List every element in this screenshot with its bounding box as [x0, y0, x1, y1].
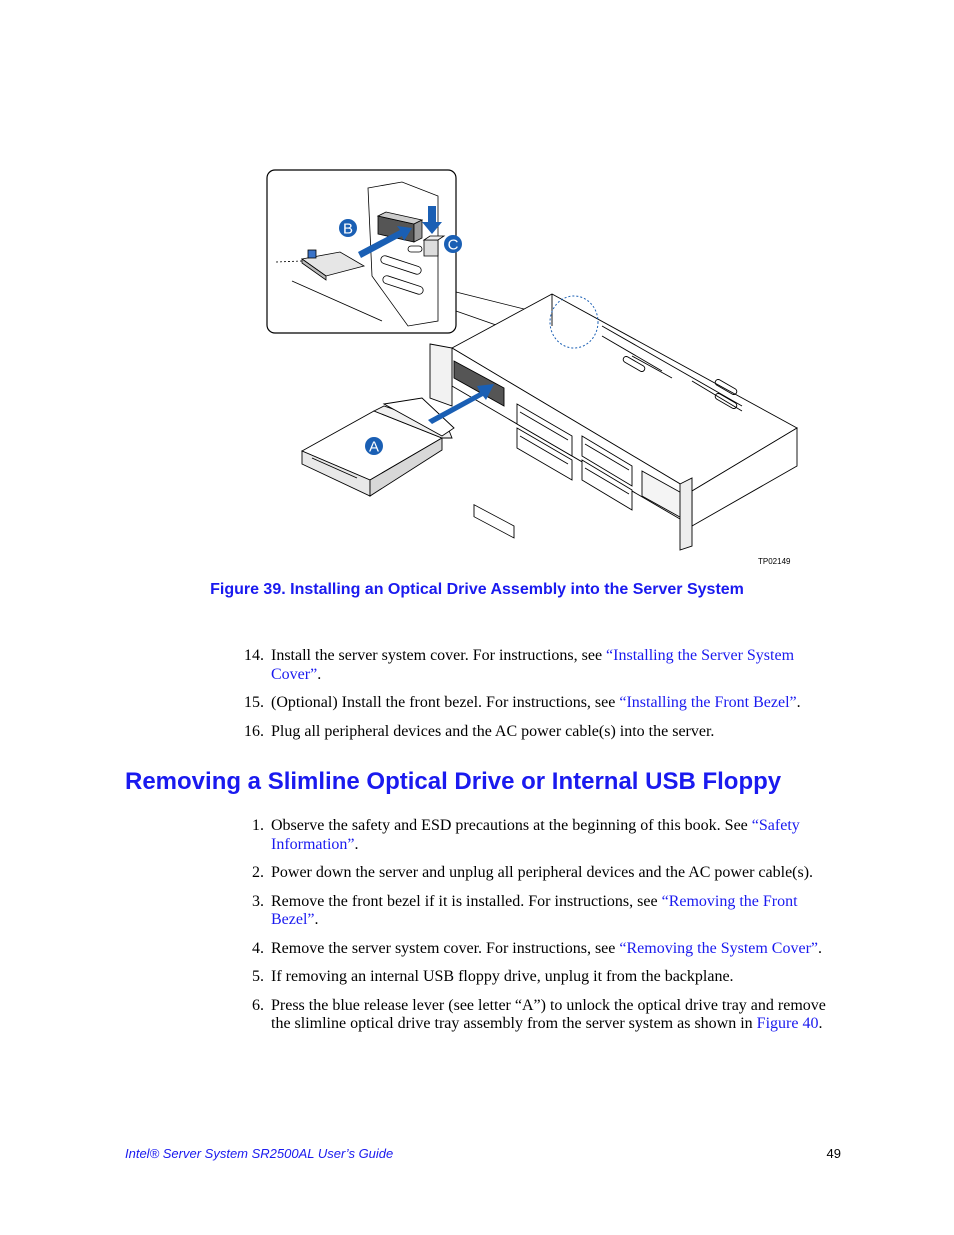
figure-caption: Figure 39. Installing an Optical Drive Assembly into the Server System: [210, 581, 744, 598]
step-number: 6.: [252, 996, 264, 1014]
list-item: [240, 647, 840, 684]
figure-40-link[interactable]: Figure 40: [756, 1015, 819, 1032]
step-number: 14.: [244, 647, 264, 664]
callout-b-label: B: [342, 220, 354, 238]
step-text: Install the server system cover. For instructions, see: [271, 647, 607, 664]
list-item: [240, 694, 840, 713]
step-text: Press the blue release lever (see letter “A”) to unlock the optical drive tray and remove the slimline optical drive tray assembly from the server system as shown in: [271, 996, 826, 1032]
figure-id-label: TP02149: [758, 557, 791, 566]
list-item: [240, 723, 840, 742]
list-item: [240, 968, 840, 987]
safety-information-link[interactable]: “Safety Information”: [271, 817, 800, 853]
step-number: 16.: [244, 722, 264, 740]
step-punct: .: [317, 665, 322, 683]
section-heading: Removing a Slimline Optical Drive or Internal USB Floppy: [125, 768, 782, 795]
step-text: Remove the front bezel if it is installed. For instructions, see: [271, 892, 662, 910]
server-chassis: [430, 294, 797, 550]
callout-a-label: A: [368, 438, 380, 456]
list-item: [240, 817, 840, 854]
step-punct: .: [314, 911, 319, 928]
removing-bezel-link[interactable]: “Removing the Front Bezel”: [271, 892, 798, 928]
step-punct: .: [818, 1015, 823, 1032]
step-punct: .: [796, 694, 801, 711]
step-number: 1.: [252, 817, 264, 834]
list-item: [240, 997, 840, 1034]
list-item: [240, 893, 840, 930]
step-punct: .: [818, 939, 823, 957]
step-number: 3.: [252, 892, 264, 910]
page-number: 49: [826, 1146, 841, 1161]
step-number: 2.: [252, 864, 264, 881]
step-text: Power down the server and unplug all peripheral devices and the AC power cable(s).: [271, 864, 814, 881]
footer-title: Intel® Server System SR2500AL User’s Guide: [125, 1146, 394, 1161]
installing-bezel-link[interactable]: “Installing the Front Bezel”: [619, 694, 797, 711]
optical-drive-installation-diagram: [262, 166, 802, 576]
step-text: Observe the safety and ESD precautions at the beginning of this book. See: [271, 817, 752, 834]
removing-cover-link[interactable]: “Removing the System Cover”: [619, 939, 819, 957]
step-number: 4.: [252, 939, 264, 957]
list-item: [240, 940, 840, 959]
step-text: Plug all peripheral devices and the AC power cable(s) into the server.: [271, 722, 715, 740]
step-text: If removing an internal USB floppy drive, unplug it from the backplane.: [271, 968, 734, 985]
step-number: 5.: [252, 968, 264, 985]
step-text: Remove the server system cover. For instructions, see: [271, 939, 620, 957]
installing-cover-link[interactable]: “Installing the Server System Cover”: [271, 647, 795, 683]
step-text: (Optional) Install the front bezel. For instructions, see: [271, 694, 620, 711]
step-number: 15.: [244, 694, 264, 711]
callout-c-label: C: [447, 236, 459, 254]
figure-39: [262, 166, 802, 576]
list-item: [240, 864, 840, 883]
remove-steps-list: [240, 817, 840, 1034]
step-punct: .: [354, 835, 359, 853]
install-steps-list: [240, 647, 840, 741]
